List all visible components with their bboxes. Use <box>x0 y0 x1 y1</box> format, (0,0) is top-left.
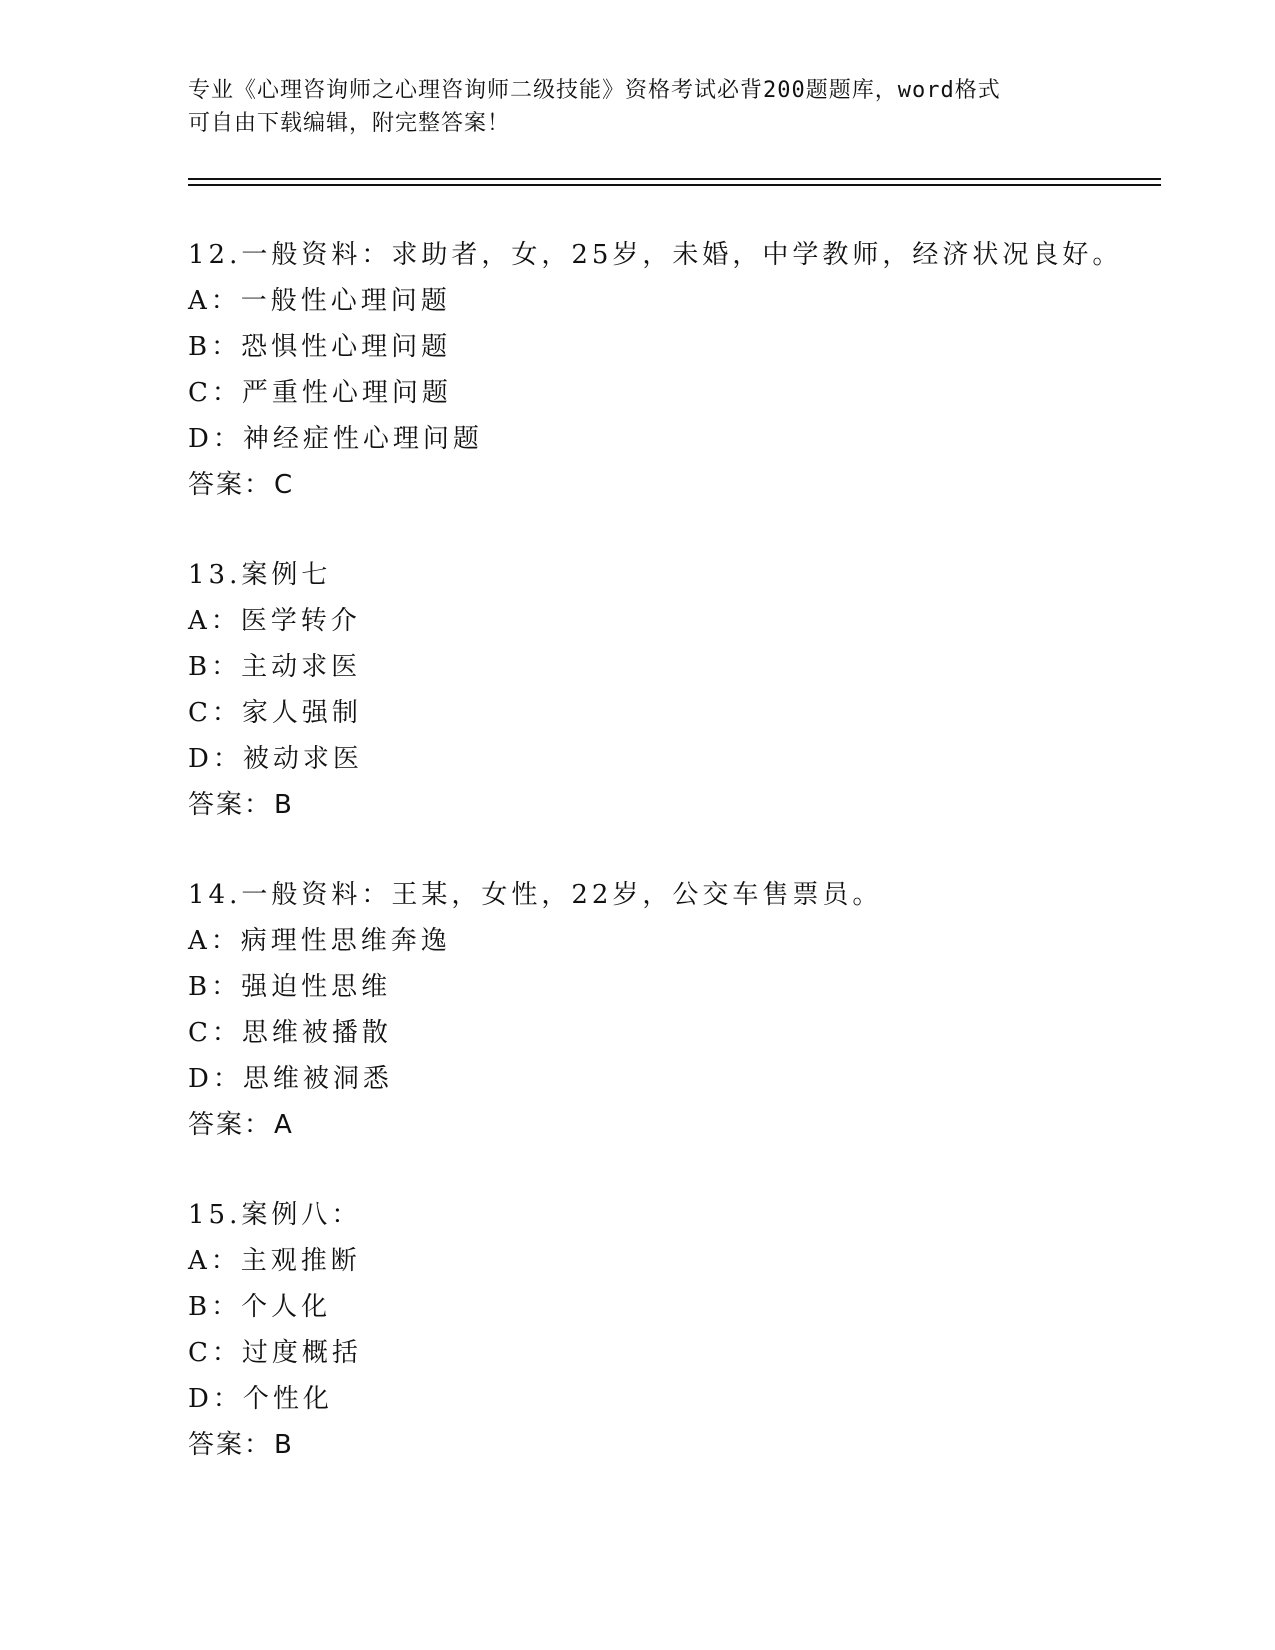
answer-value: B <box>274 790 294 820</box>
option-c: C：家人强制 <box>188 698 362 728</box>
question-stem: 14.一般资料：王某，女性，22岁，公交车售票员。 <box>188 880 883 910</box>
header-line-2: 可自由下载编辑，附完整答案！ <box>188 111 511 136</box>
option-a: A：主观推断 <box>188 1246 361 1276</box>
answer-line <box>188 462 1168 508</box>
question-13 <box>188 552 1168 828</box>
option-d: D：被动求医 <box>188 744 363 774</box>
option-d: D：神经症性心理问题 <box>188 424 483 454</box>
answer-label: 答案： <box>188 790 273 820</box>
document-header <box>188 74 1068 140</box>
answer-value: C <box>274 470 295 500</box>
question-15 <box>188 1192 1168 1468</box>
option-b: B：主动求医 <box>188 652 362 682</box>
header-divider-bottom <box>188 184 1161 186</box>
option-a: A：病理性思维奔逸 <box>188 926 451 956</box>
option-b: B：强迫性思维 <box>188 972 392 1002</box>
option-b: B：恐惧性心理问题 <box>188 332 452 362</box>
option-c: C：过度概括 <box>188 1338 362 1368</box>
question-stem: 15.案例八： <box>188 1200 362 1230</box>
answer-label: 答案： <box>188 1110 273 1140</box>
option-a: A：一般性心理问题 <box>188 286 451 316</box>
option-d: D：思维被洞悉 <box>188 1064 393 1094</box>
question-12 <box>188 232 1168 508</box>
option-d: D：个性化 <box>188 1384 333 1414</box>
answer-line <box>188 1102 1168 1148</box>
answer-value: A <box>274 1110 294 1140</box>
answer-label: 答案： <box>188 470 273 500</box>
option-c: C：思维被播散 <box>188 1018 392 1048</box>
answer-line <box>188 782 1168 828</box>
question-14 <box>188 872 1168 1148</box>
answer-label: 答案： <box>188 1430 273 1460</box>
answer-line <box>188 1422 1168 1468</box>
option-b: B：个人化 <box>188 1292 332 1322</box>
question-stem: 13.案例七 <box>188 560 332 590</box>
answer-value: B <box>274 1430 294 1460</box>
question-stem: 12.一般资料：求助者，女，25岁，未婚，中学教师，经济状况良好。 <box>188 240 1123 270</box>
header-divider-top <box>188 178 1161 180</box>
header-line-1: 专业《心理咨询师之心理咨询师二级技能》资格考试必背200题题库，word格式 <box>188 78 1001 103</box>
option-c: C：严重性心理问题 <box>188 378 452 408</box>
option-a: A：医学转介 <box>188 606 361 636</box>
